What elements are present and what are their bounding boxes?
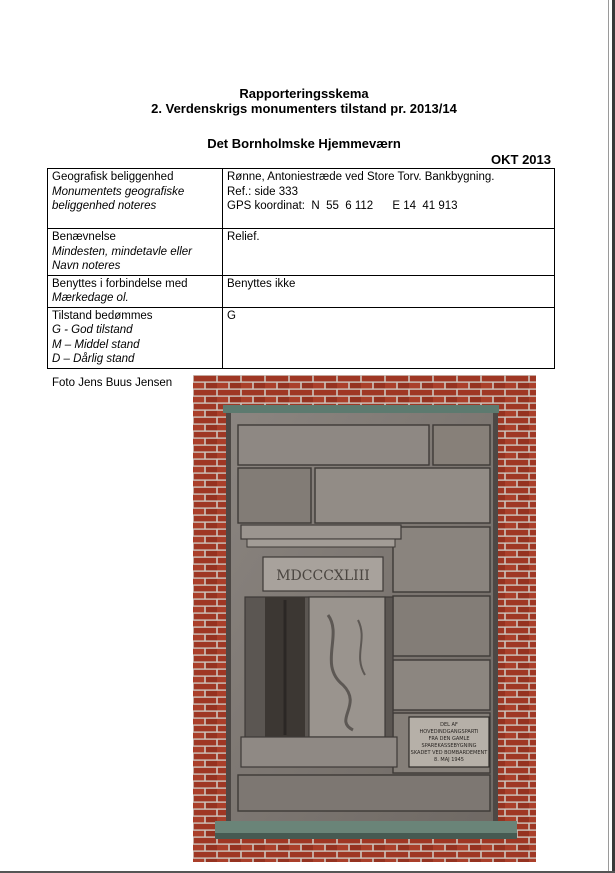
monument-photo — [193, 375, 536, 862]
field-label: Benævnelse — [52, 231, 116, 243]
report-form-table — [47, 168, 555, 369]
field-hint: Navn noteres — [52, 260, 121, 272]
document-subtitle: 2. Verdenskrigs monumenters tilstand pr. 2013/14 — [151, 101, 457, 116]
plaque-text: HOVEDINDGANGSPARTI — [419, 729, 479, 735]
plaque-text: SPAREKASSEBYGNING — [421, 743, 477, 749]
field-value: Rønne, Antoniestræde ved Store Torv. Bankbygning. — [227, 171, 495, 183]
form-value-cell — [223, 307, 555, 368]
field-hint: G - God tilstand — [52, 324, 133, 336]
field-hint: Monumentets geografiske — [52, 185, 185, 198]
plaque-text: DEL AF — [440, 722, 458, 728]
form-label-cell — [48, 307, 223, 368]
field-hint: Mærkedage ol. — [52, 292, 129, 304]
field-hint: D – Dårlig stand — [52, 353, 135, 365]
form-row-location — [48, 169, 555, 229]
field-value: Relief. — [227, 231, 260, 243]
inscription-numeral: MDCCCXLIII — [276, 568, 370, 584]
form-value-cell — [223, 169, 555, 229]
form-label-cell — [48, 169, 223, 229]
form-label-cell — [48, 229, 223, 276]
plaque-text: FRA DEN GAMLE — [428, 736, 470, 742]
field-label: Benyttes i forbindelse med — [52, 277, 188, 290]
plaque-text: 8. MAJ 1945 — [434, 757, 464, 763]
photo-credit: Foto Jens Buus Jensen — [52, 377, 173, 389]
report-date: OKT 2013 — [491, 152, 551, 167]
form-label-cell — [48, 275, 223, 307]
field-label: Tilstand bedømmes — [52, 309, 153, 322]
field-value: Benyttes ikke — [227, 277, 296, 290]
field-value: Ref.: side 333 — [227, 185, 298, 198]
field-label: Geografisk beliggenhed — [52, 171, 174, 183]
plaque-text: SKADET VED BOMBARDEMENT — [410, 750, 488, 756]
field-hint: beliggenhed noteres — [52, 200, 157, 212]
document-title: Rapporteringsskema — [239, 86, 369, 101]
form-row-condition — [48, 307, 555, 368]
form-row-usage — [48, 275, 555, 307]
organization-name: Det Bornholmske Hjemmeværn — [207, 136, 401, 151]
field-hint: M – Middel stand — [52, 338, 140, 351]
form-value-cell — [223, 275, 555, 307]
form-row-name — [48, 229, 555, 276]
form-value-cell — [223, 229, 555, 276]
condition-value: G — [227, 309, 236, 322]
gps-coordinates: GPS koordinat: N 55 6 112 E 14 41 913 — [227, 200, 458, 212]
field-hint: Mindesten, mindetavle eller — [52, 245, 192, 258]
